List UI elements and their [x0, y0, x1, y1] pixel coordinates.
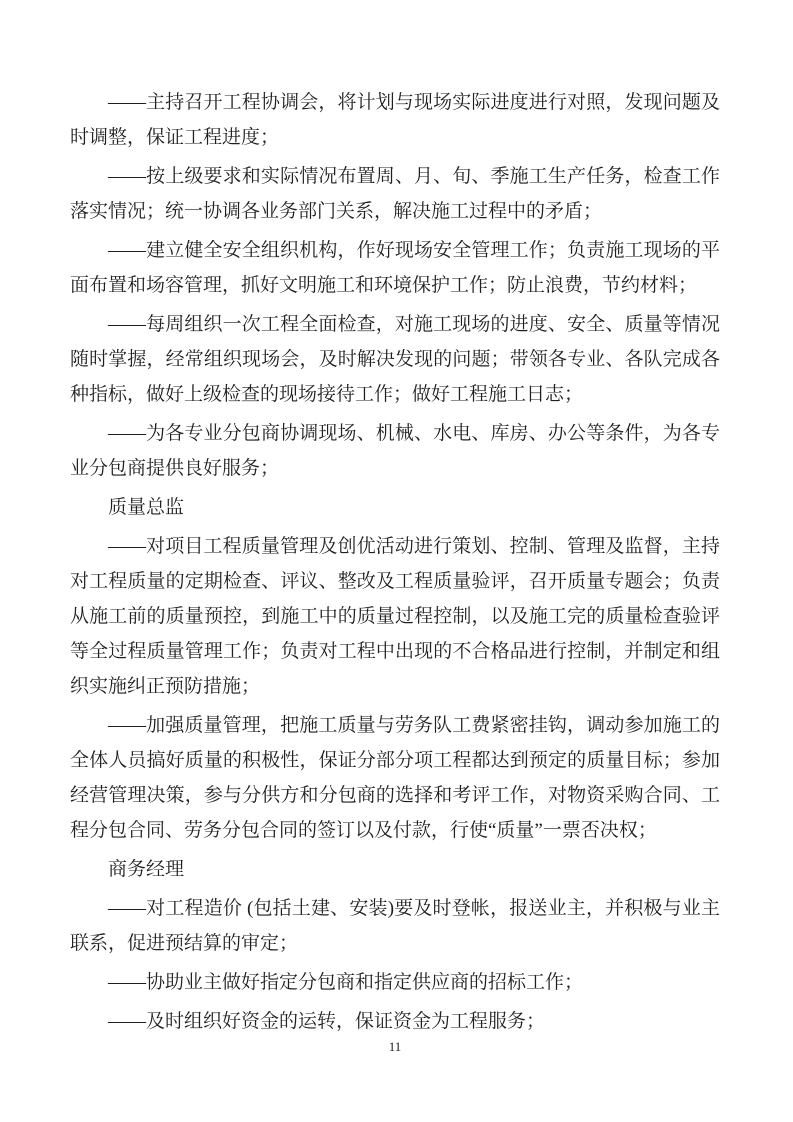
page-footer — [70, 1038, 720, 1056]
paragraph-production-tasks: ——按上级要求和实际情况布置周、月、旬、季施工生产任务，检查工作落实情况；统一协调各业务部门关系，解决施工过程中的矛盾； — [70, 166, 720, 222]
paragraph-quality-incentives: ——加强质量管理，把施工质量与劳务队工费紧密挂钩，调动参加施工的全体人员搞好质量的积极性，保证分部分项工程都达到预定的质量目标；参加经营管理决策，参与分供方和分包商的选择和考评工作，对物资采购合同、工程分包合同、劳务分包合同的签订以及付款，行使“质量”一票否决权； — [70, 715, 720, 841]
paragraph-bidding-assistance: ——协助业主做好指定分包商和指定供应商的招标工作； — [108, 972, 584, 993]
document-body — [70, 85, 720, 1043]
page-number: 11 — [388, 1039, 402, 1054]
section-heading-quality-director: 质量总监 — [108, 497, 185, 518]
paragraph-fund-management: ——及时组织好资金的运转，保证资金为工程服务； — [108, 1011, 546, 1032]
section-heading-commercial-manager: 商务经理 — [108, 859, 185, 880]
paragraph-coordination-meeting: ——主持召开工程协调会，将计划与现场实际进度进行对照，发现问题及时调整，保证工程进度； — [70, 92, 720, 148]
paragraph-weekly-inspection: ——每周组织一次工程全面检查，对施工现场的进度、安全、质量等情况随时掌握，经常组织现场会，及时解决发现的问题；带领各专业、各队完成各种指标，做好上级检查的现场接待工作；做好工程施工日志； — [70, 314, 720, 405]
paragraph-project-cost-accounting: ——对工程造价 (包括土建、安装)要及时登帐，报送业主，并积极与业主联系，促进预结算的审定； — [70, 898, 720, 954]
paragraph-safety-organization: ——建立健全安全组织机构，作好现场安全管理工作；负责施工现场的平面布置和场容管理，抓好文明施工和环境保护工作；防止浪费，节约材料； — [70, 240, 720, 296]
paragraph-subcontractor-services: ——为各专业分包商协调现场、机械、水电、库房、办公等条件，为各专业分包商提供良好服务； — [70, 423, 720, 479]
paragraph-quality-management-planning: ——对项目工程质量管理及创优活动进行策划、控制、管理及监督，主持对工程质量的定期检查、评议、整改及工程质量验评，召开质量专题会；负责从施工前的质量预控，到施工中的质量过程控制，以及施工完的质量检查验评等全过程质量管理工作；负责对工程中出现的不合格品进行控制，并制定和组织实施纠正预防措施； — [70, 536, 720, 697]
